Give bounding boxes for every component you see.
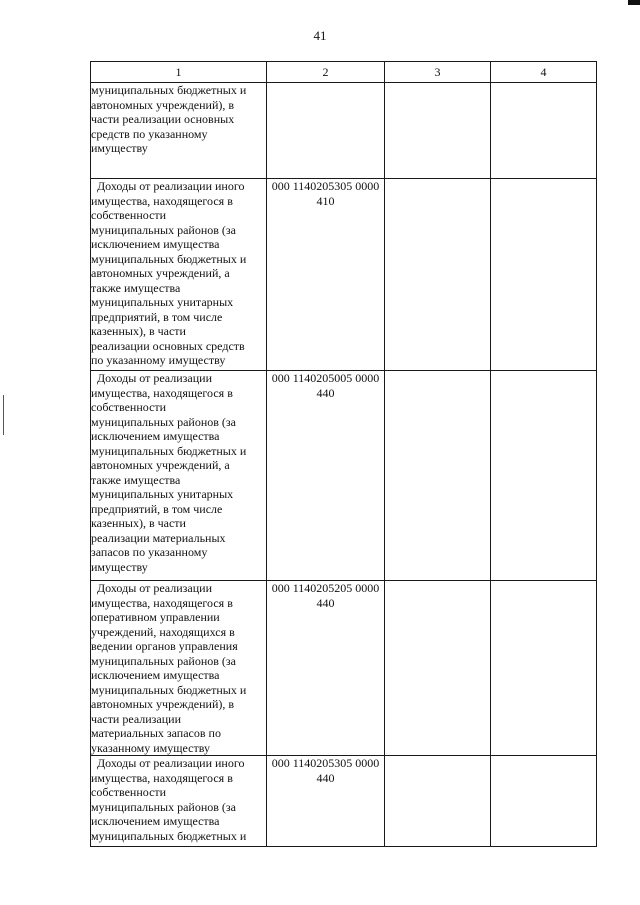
description-line: собственности <box>91 400 167 414</box>
description-line: указанному имуществу <box>91 740 210 755</box>
budget-code-line: 440 <box>316 385 335 400</box>
description-line: собственности <box>91 208 167 222</box>
description-line: Доходы от реализации <box>97 371 212 385</box>
description-line: муниципальных бюджетных и <box>91 83 247 97</box>
description-line: автономных учреждений), в <box>91 97 235 112</box>
description-line: собственности <box>91 785 167 799</box>
description-line: муниципальных районов (за <box>91 414 236 429</box>
description-line: учреждений, находящихся в <box>91 624 235 639</box>
description-line: имущества, находящегося в <box>91 770 233 785</box>
empty-cell-col4 <box>491 179 597 371</box>
description-line: имуществу <box>91 559 148 574</box>
page-number: 41 <box>313 28 327 43</box>
empty-cell-col4 <box>491 371 597 581</box>
description-line: имущества, находящегося в <box>91 385 233 400</box>
header-cell-col1: 1 <box>91 62 267 83</box>
scan-corner-mark <box>628 0 640 5</box>
empty-cell-col3 <box>385 83 491 179</box>
description-line: имуществу <box>91 141 148 155</box>
description-line: материальных запасов по <box>91 726 221 740</box>
description-line: муниципальных районов (за <box>91 222 236 237</box>
table-row <box>91 581 597 756</box>
income-codes-table <box>90 61 597 847</box>
budget-code-cell <box>267 581 385 756</box>
description-line: также имущества <box>91 280 181 295</box>
table-row <box>91 179 597 371</box>
description-line: автономных учреждений, а <box>91 458 230 472</box>
header-cell-col3: 3 <box>385 62 491 83</box>
description-line: Доходы от реализации иного <box>97 179 245 193</box>
income-description-cell <box>91 581 267 756</box>
empty-cell-col4 <box>491 581 597 756</box>
budget-code-cell <box>267 756 385 847</box>
description-line: по указанному имуществу <box>91 353 226 367</box>
description-line: предприятий, в том числе <box>91 309 223 324</box>
description-line: муниципальных бюджетных и <box>91 682 247 697</box>
empty-cell-col4 <box>491 83 597 179</box>
description-line: имущества, находящегося в <box>91 193 233 208</box>
description-line: оперативном управлении <box>91 610 220 624</box>
income-description-cell <box>91 756 267 847</box>
description-line: муниципальных районов (за <box>91 653 236 668</box>
budget-code-cell <box>267 83 385 179</box>
description-line: также имущества <box>91 472 181 487</box>
budget-code-cell <box>267 371 385 581</box>
budget-code-line: 410 <box>316 193 335 208</box>
description-line: средств по указанному <box>91 126 208 141</box>
description-line: автономных учреждений), в <box>91 697 235 711</box>
table-row <box>91 371 597 581</box>
description-line: Доходы от реализации иного <box>97 756 245 770</box>
budget-code-line: 440 <box>316 770 335 785</box>
description-line: исключением имущества <box>91 429 220 443</box>
header-cell-col2: 2 <box>267 62 385 83</box>
description-line: исключением имущества <box>91 814 220 828</box>
description-line: части реализации основных <box>91 112 235 126</box>
header-cell-col4: 4 <box>491 62 597 83</box>
table-row <box>91 83 597 179</box>
description-line: части реализации <box>91 711 181 726</box>
table-row <box>91 756 597 847</box>
income-description-cell <box>91 83 267 179</box>
description-line: имущества, находящегося в <box>91 595 233 610</box>
empty-cell-col3 <box>385 756 491 847</box>
description-line: запасов по указанному <box>91 545 208 559</box>
empty-cell-col3 <box>385 581 491 756</box>
budget-code-cell <box>267 179 385 371</box>
income-description-cell <box>91 371 267 581</box>
empty-cell-col3 <box>385 179 491 371</box>
description-line: муниципальных унитарных <box>91 295 234 309</box>
description-line: ведении органов управления <box>91 639 238 653</box>
description-line: реализации материальных <box>91 530 226 545</box>
budget-code-line: 000 1140205305 0000 <box>271 179 380 193</box>
scan-margin-mark <box>3 395 4 435</box>
empty-cell-col3 <box>385 371 491 581</box>
description-line: муниципальных бюджетных и <box>91 828 247 843</box>
description-line: казенных), в части <box>91 324 186 338</box>
description-line: муниципальных районов (за <box>91 799 236 814</box>
empty-cell-col4 <box>491 756 597 847</box>
description-line: предприятий, в том числе <box>91 501 223 516</box>
budget-code-line: 000 1140205205 0000 <box>271 581 380 595</box>
budget-code-line: 440 <box>316 595 335 610</box>
description-line: муниципальных унитарных <box>91 487 234 501</box>
description-line: исключением имущества <box>91 668 220 682</box>
description-line: муниципальных бюджетных и <box>91 251 247 266</box>
description-line: муниципальных бюджетных и <box>91 443 247 458</box>
budget-code-line: 000 1140205005 0000 <box>271 371 380 385</box>
description-line: Доходы от реализации <box>97 581 212 595</box>
table-header-row <box>91 62 597 83</box>
budget-code-line: 000 1140205305 0000 <box>271 756 380 770</box>
description-line: казенных), в части <box>91 516 186 530</box>
description-line: реализации основных средств <box>91 338 245 353</box>
income-description-cell <box>91 179 267 371</box>
description-line: исключением имущества <box>91 237 220 251</box>
description-line: автономных учреждений, а <box>91 266 230 280</box>
